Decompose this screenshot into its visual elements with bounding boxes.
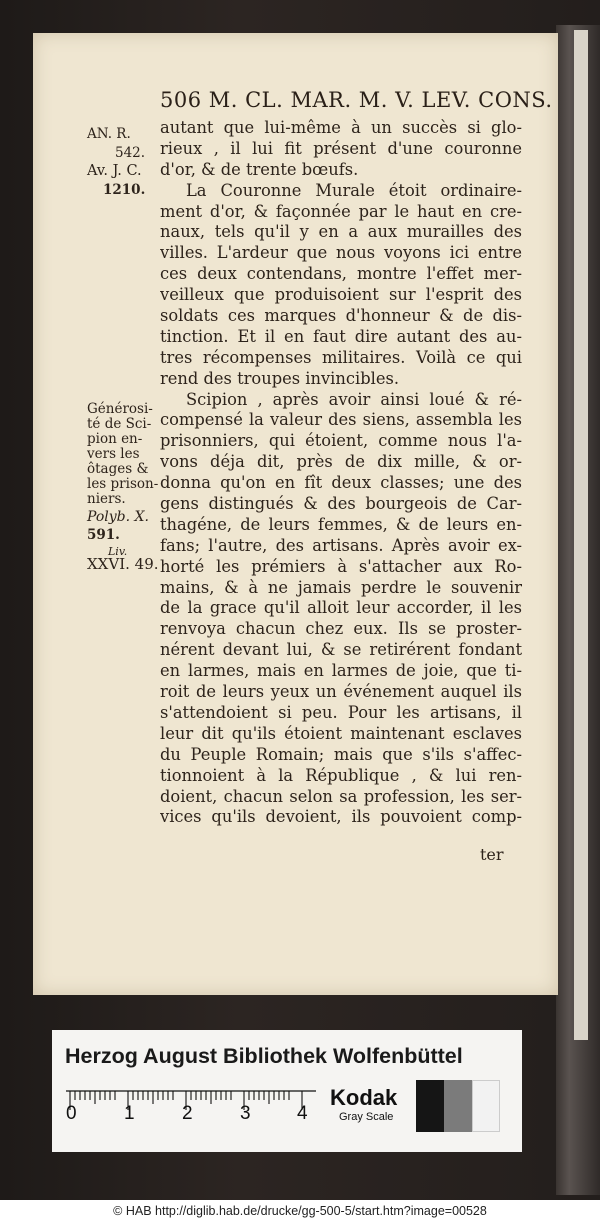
- text-line: tinction. Et il en faut dire autant des au-: [160, 326, 522, 346]
- ruler-label-3: 3: [240, 1103, 251, 1124]
- margin-year-jc: Av. J. C.: [87, 163, 142, 179]
- margin-gen-4: vers les: [87, 446, 140, 462]
- gray-patch-mid: [444, 1080, 472, 1132]
- text-line: villes. L'ardeur que nous voyons ici entre: [160, 243, 522, 263]
- margin-an-r-label: AN. R.: [87, 126, 131, 142]
- text-line: horté les prémiers à s'attacher aux Ro-: [160, 556, 522, 576]
- text-line: compensé la valeur des siens, assembla les: [160, 410, 522, 430]
- text-line: soldats ces marques d'honneur & de dis-: [160, 306, 522, 326]
- text-line: ces deux contendans, montre l'effet mer-: [160, 264, 522, 284]
- catchword: ter: [480, 845, 504, 864]
- margin-ref-liv-book: XXVI. 49.: [87, 555, 159, 573]
- text-line: veilleux que produisoient sur l'esprit des: [160, 285, 522, 305]
- library-name: Herzog August Bibliothek Wolfenbüttel: [65, 1044, 463, 1068]
- gray-patch-black: [416, 1080, 444, 1132]
- text-line: roit de leurs yeux un événement auquel ils: [160, 682, 522, 702]
- margin-year-jc-value: 1210.: [103, 182, 146, 198]
- ruler-label-0: 0: [66, 1103, 77, 1124]
- margin-ref-polyb-page: 591.: [87, 527, 120, 543]
- copyright-footer: © HAB http://diglib.hab.de/drucke/gg-500-5/start.htm?image=00528: [0, 1200, 600, 1222]
- text-line: La Couronne Murale étoit ordinaire-: [186, 180, 522, 200]
- text-line: gens distingués & des bourgeois de Car-: [160, 494, 522, 514]
- text-line: Scipion , après avoir ainsi loué & ré-: [186, 389, 522, 409]
- text-line: doient, chacun selon sa profession, les ser-: [160, 786, 522, 806]
- ruler-label-2: 2: [182, 1103, 193, 1124]
- book-edge-highlight: [574, 30, 588, 1040]
- margin-gen-6: les prison-: [87, 476, 159, 492]
- running-header: 506 M. CL. MAR. M. V. LEV. CONS.: [160, 88, 553, 112]
- margin-ref-liv: Liv.: [108, 545, 128, 558]
- text-line: tionnoient à la République , & lui ren-: [160, 765, 522, 785]
- margin-gen-7: niers.: [87, 491, 126, 507]
- text-line: donna qu'on en fît deux classes; une des: [160, 473, 522, 493]
- margin-ref-polyb: Polyb. X.: [87, 509, 149, 525]
- text-line: tres récompenses militaires. Voilà ce qui: [160, 347, 522, 367]
- text-line: s'attendoient si peu. Pour les artisans, il: [160, 702, 522, 722]
- text-line: naux, tels qu'il y en a aux murailles des: [160, 222, 522, 242]
- text-line: du Peuple Romain; mais que s'ils s'affec-: [160, 744, 522, 764]
- margin-gen-5: ôtages &: [87, 461, 149, 477]
- kodak-logo: Kodak: [330, 1085, 398, 1110]
- text-line: vices qu'ils devoient, ils pouvoient comp-: [160, 807, 522, 827]
- margin-year-rome: [87, 127, 131, 142]
- ruler-label-1: 1: [124, 1103, 135, 1124]
- text-line: vons déja dit, près de dix mille, & or-: [160, 452, 522, 472]
- text-line: thagéne, de leurs femmes, & de leurs en-: [160, 514, 522, 534]
- margin-gen-3: pion en-: [87, 431, 143, 447]
- text-line: nérent devant lui, & se retirérent fondant: [160, 640, 522, 660]
- text-line: de la grace qu'il alloit leur accorder, il les: [160, 598, 522, 618]
- margin-gen-1: Générosi-: [87, 401, 153, 417]
- gray-scale-label: Gray Scale: [339, 1111, 394, 1123]
- text-line: rend des troupes invincibles.: [160, 368, 399, 388]
- margin-year-rome-value: 542.: [115, 145, 146, 161]
- text-line: renvoya chacun chez eux. Ils se proster-: [160, 619, 522, 639]
- gray-patch-white: [472, 1080, 500, 1132]
- text-line: autant que lui-même à un succès si glo-: [160, 118, 522, 137]
- text-line: fans; l'autre, des artisans. Après avoir ex-: [160, 535, 522, 555]
- ruler-label-4: 4: [297, 1103, 308, 1124]
- margin-gen-2: té de Sci-: [87, 416, 152, 432]
- text-line: ment d'or, & façonnée par le haut en cre-: [160, 201, 522, 221]
- body-text: [160, 118, 522, 828]
- text-line: prisonniers, qui étoient, comme nous l'a-: [160, 431, 522, 451]
- text-line: mains, & à ne jamais perdre le souvenir: [160, 577, 522, 597]
- text-line: d'or, & de trente bœufs.: [160, 159, 359, 179]
- text-line: rieux , il lui fit présent d'une couronne: [160, 138, 522, 158]
- text-line: leur dit qu'ils étoient maintenant esclaves: [160, 723, 522, 743]
- text-line: en larmes, mais en larmes de joie, que ti-: [160, 661, 522, 681]
